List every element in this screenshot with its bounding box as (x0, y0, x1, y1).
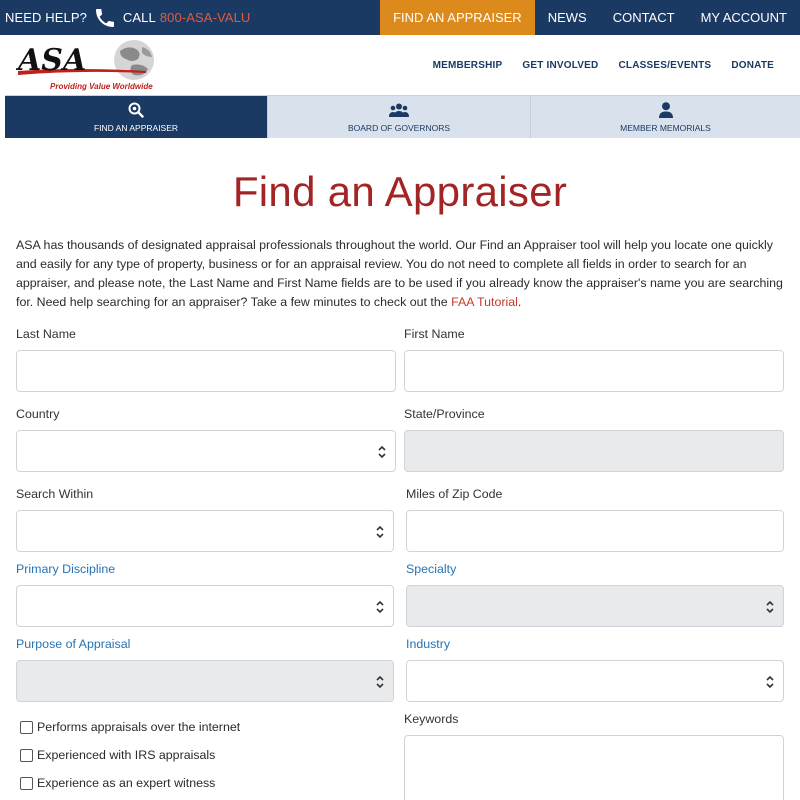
primary-discipline-select[interactable] (16, 585, 394, 627)
country-label: Country (16, 407, 60, 421)
site-header (0, 35, 800, 95)
topnav-news[interactable]: NEWS (547, 10, 587, 25)
intro-text: ASA has thousands of designated appraisal professionals throughout the world. Our Find an Appraiser tool will help you locate one quickly and easily for any type of property, business or for an appraisal review. You do not need to complete all fields in order to search for an appraiser, and please note, the Last Name and First Name fields are to be used if you already know the appraiser's name you are searching for. Need help searching for an appraiser? Take a few minutes to check out the (16, 238, 783, 309)
checkbox-box[interactable] (20, 721, 33, 734)
keywords-label: Keywords (404, 712, 459, 726)
state-input (404, 430, 784, 472)
top-nav (380, 0, 800, 35)
checkbox-irs-appraisals[interactable] (20, 748, 215, 762)
logo-tagline: Providing Value Worldwide (50, 82, 153, 91)
tab-find-appraiser[interactable] (5, 96, 268, 138)
tab-label: FIND AN APPRAISER (93, 123, 179, 133)
checkbox-expert-witness[interactable] (20, 776, 215, 790)
zip-input[interactable] (406, 510, 784, 552)
topnav-find-appraiser[interactable]: FIND AN APPRAISER (380, 0, 535, 35)
logo-text: ASA (18, 43, 87, 78)
updown-chevron-icon (375, 600, 385, 614)
search-within-select[interactable] (16, 510, 394, 552)
first-name-label: First Name (404, 327, 465, 341)
need-help-text: NEED HELP? (5, 10, 87, 25)
industry-label: Industry (406, 637, 451, 651)
state-label: State/Province (404, 407, 485, 421)
country-select[interactable] (16, 430, 396, 472)
asa-logo[interactable] (16, 37, 164, 93)
updown-chevron-icon (765, 675, 775, 689)
updown-chevron-icon (377, 445, 387, 459)
tab-member-memorials[interactable] (531, 96, 800, 138)
primary-discipline-label: Primary Discipline (16, 562, 116, 576)
purpose-select (16, 660, 394, 702)
last-name-input[interactable] (16, 350, 396, 392)
main-nav (433, 35, 774, 95)
nav-classes-events[interactable]: CLASSES/EVENTS (618, 59, 712, 71)
updown-chevron-icon (375, 525, 385, 539)
tab-label: MEMBER MEMORIALS (620, 123, 711, 133)
topnav-contact[interactable]: CONTACT (612, 10, 675, 25)
updown-chevron-icon (375, 675, 385, 689)
tab-label: BOARD OF GOVERNORS (347, 123, 450, 133)
nav-get-involved[interactable]: GET INVOLVED (522, 59, 599, 71)
call-label: CALL (122, 10, 156, 25)
checkbox-box[interactable] (20, 777, 33, 790)
help-contact (5, 0, 250, 35)
last-name-label: Last Name (16, 327, 76, 341)
specialty-select (406, 585, 784, 627)
keywords-textarea[interactable] (404, 735, 784, 800)
intro-paragraph (16, 236, 786, 312)
nav-donate[interactable]: DONATE (731, 59, 774, 71)
first-name-input[interactable] (404, 350, 784, 392)
phone-number-link[interactable]: 800-ASA-VALU (159, 10, 251, 25)
zip-label: Miles of Zip Code (406, 487, 503, 501)
checkbox-label: Performs appraisals over the internet (37, 720, 241, 734)
checkbox-internet-appraisals[interactable] (20, 720, 240, 734)
specialty-label: Specialty (406, 562, 457, 576)
group-icon (389, 101, 409, 119)
checkbox-box[interactable] (20, 749, 33, 762)
person-icon (658, 101, 674, 119)
topnav-my-account[interactable]: MY ACCOUNT (700, 10, 787, 25)
top-utility-bar (0, 0, 800, 35)
sub-tabs (5, 95, 800, 138)
purpose-label: Purpose of Appraisal (16, 637, 131, 651)
industry-select[interactable] (406, 660, 784, 702)
search-within-label: Search Within (16, 487, 94, 501)
intro-end: . (517, 295, 522, 309)
search-icon (128, 101, 144, 119)
tab-board-of-governors[interactable] (268, 96, 531, 138)
page-title: Find an Appraiser (232, 168, 568, 215)
checkbox-label: Experience as an expert witness (37, 776, 216, 790)
faa-tutorial-link[interactable]: FAA Tutorial (451, 295, 518, 309)
nav-membership[interactable]: MEMBERSHIP (432, 59, 503, 71)
checkbox-label: Experienced with IRS appraisals (37, 748, 216, 762)
updown-chevron-icon (765, 600, 775, 614)
phone-icon (93, 6, 117, 30)
